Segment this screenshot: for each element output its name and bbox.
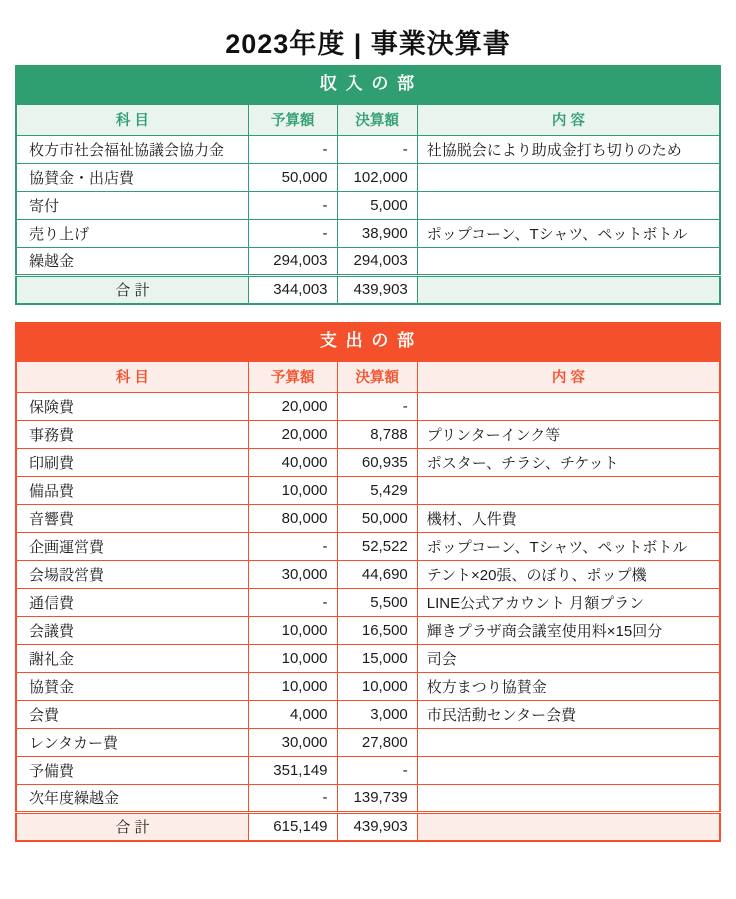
income-table-row [16, 247, 720, 275]
cell-budget: 10,000 [248, 616, 337, 644]
cell-actual: - [337, 756, 417, 784]
income-total-row [16, 275, 720, 304]
income-table-body [16, 135, 720, 275]
cell-actual: 5,429 [337, 476, 417, 504]
expense-table-row [16, 672, 720, 700]
expense-table-row [16, 700, 720, 728]
expense-table-row [16, 476, 720, 504]
expense-total-note [417, 812, 720, 841]
cell-actual: 15,000 [337, 644, 417, 672]
income-section [15, 65, 721, 305]
cell-budget: 10,000 [248, 476, 337, 504]
cell-actual: 44,690 [337, 560, 417, 588]
expense-section [15, 322, 721, 842]
cell-budget: - [248, 588, 337, 616]
expense-table-row [16, 392, 720, 420]
column-header-item: 科 目 [16, 104, 248, 135]
cell-note: ポスター、チラシ、チケット [417, 448, 720, 476]
cell-budget: 30,000 [248, 560, 337, 588]
cell-actual: 52,522 [337, 532, 417, 560]
expense-total-row [16, 812, 720, 841]
cell-budget: 80,000 [248, 504, 337, 532]
income-table-row [16, 219, 720, 247]
expense-table-row [16, 560, 720, 588]
cell-item: 企画運営費 [16, 532, 248, 560]
expense-section-header: 支 出 の 部 [15, 322, 721, 360]
income-table-row [16, 135, 720, 163]
cell-actual: 294,003 [337, 247, 417, 275]
income-table [15, 103, 721, 305]
expense-table-row [16, 420, 720, 448]
cell-note [417, 756, 720, 784]
cell-budget: 351,149 [248, 756, 337, 784]
expense-header-row [16, 361, 720, 392]
expense-table-row [16, 448, 720, 476]
cell-actual: - [337, 392, 417, 420]
cell-budget: 10,000 [248, 672, 337, 700]
cell-actual: 102,000 [337, 163, 417, 191]
cell-actual: 60,935 [337, 448, 417, 476]
page-title: 2023年度 | 事業決算書 [225, 29, 511, 59]
expense-total-actual: 439,903 [337, 812, 417, 841]
cell-actual: 3,000 [337, 700, 417, 728]
cell-note: 輝きプラザ商会議室使用料×15回分 [417, 616, 720, 644]
income-header-row [16, 104, 720, 135]
expense-table-row [16, 504, 720, 532]
income-total-label: 合 計 [16, 275, 248, 304]
document-body [15, 65, 721, 842]
expense-table-row [16, 532, 720, 560]
column-header-actual: 決算額 [337, 361, 417, 392]
cell-note: LINE公式アカウント 月額プラン [417, 588, 720, 616]
cell-budget: - [248, 219, 337, 247]
cell-item: 次年度繰越金 [16, 784, 248, 812]
cell-actual: 38,900 [337, 219, 417, 247]
cell-actual: 10,000 [337, 672, 417, 700]
cell-item: 会議費 [16, 616, 248, 644]
cell-item: 事務費 [16, 420, 248, 448]
expense-total-label: 合 計 [16, 812, 248, 841]
cell-item: 協賛金・出店費 [16, 163, 248, 191]
cell-note: 枚方まつり協賛金 [417, 672, 720, 700]
cell-item: 謝礼金 [16, 644, 248, 672]
column-header-actual: 決算額 [337, 104, 417, 135]
cell-note [417, 191, 720, 219]
income-total-budget: 344,003 [248, 275, 337, 304]
cell-note [417, 163, 720, 191]
income-section-header: 収 入 の 部 [15, 65, 721, 103]
cell-budget: - [248, 135, 337, 163]
cell-note [417, 392, 720, 420]
cell-item: レンタカー費 [16, 728, 248, 756]
expense-table-row [16, 728, 720, 756]
cell-item: 協賛金 [16, 672, 248, 700]
cell-item: 寄付 [16, 191, 248, 219]
column-header-item: 科 目 [16, 361, 248, 392]
cell-note: プリンターインク等 [417, 420, 720, 448]
cell-item: 音響費 [16, 504, 248, 532]
cell-actual: 139,739 [337, 784, 417, 812]
column-header-budget: 予算額 [248, 361, 337, 392]
cell-item: 通信費 [16, 588, 248, 616]
cell-item: 枚方市社会福祉協議会協力金 [16, 135, 248, 163]
expense-total-budget: 615,149 [248, 812, 337, 841]
cell-item: 備品費 [16, 476, 248, 504]
cell-note [417, 247, 720, 275]
cell-item: 印刷費 [16, 448, 248, 476]
expense-table [15, 360, 721, 842]
cell-actual: - [337, 135, 417, 163]
column-header-note: 内 容 [417, 104, 720, 135]
cell-note: 社協脱会により助成金打ち切りのため [417, 135, 720, 163]
income-total-note [417, 275, 720, 304]
cell-item: 予備費 [16, 756, 248, 784]
cell-budget: - [248, 191, 337, 219]
expense-table-row [16, 756, 720, 784]
cell-budget: 50,000 [248, 163, 337, 191]
expense-table-body [16, 392, 720, 812]
expense-table-row [16, 644, 720, 672]
cell-note: 機材、人件費 [417, 504, 720, 532]
cell-note [417, 728, 720, 756]
cell-actual: 5,500 [337, 588, 417, 616]
cell-budget: 30,000 [248, 728, 337, 756]
cell-budget: 20,000 [248, 392, 337, 420]
cell-budget: - [248, 532, 337, 560]
cell-actual: 8,788 [337, 420, 417, 448]
income-total-actual: 439,903 [337, 275, 417, 304]
column-header-note: 内 容 [417, 361, 720, 392]
cell-actual: 50,000 [337, 504, 417, 532]
cell-note: ポップコーン、Tシャツ、ペットボトル [417, 219, 720, 247]
cell-item: 会費 [16, 700, 248, 728]
cell-item: 会場設営費 [16, 560, 248, 588]
income-table-row [16, 191, 720, 219]
cell-budget: 4,000 [248, 700, 337, 728]
expense-table-row [16, 616, 720, 644]
cell-budget: 40,000 [248, 448, 337, 476]
cell-actual: 27,800 [337, 728, 417, 756]
cell-budget: - [248, 784, 337, 812]
expense-table-row [16, 588, 720, 616]
income-table-row [16, 163, 720, 191]
cell-item: 保険費 [16, 392, 248, 420]
cell-note [417, 476, 720, 504]
cell-actual: 5,000 [337, 191, 417, 219]
column-header-budget: 予算額 [248, 104, 337, 135]
expense-table-row [16, 784, 720, 812]
cell-note [417, 784, 720, 812]
cell-actual: 16,500 [337, 616, 417, 644]
cell-budget: 294,003 [248, 247, 337, 275]
cell-item: 売り上げ [16, 219, 248, 247]
cell-note: 司会 [417, 644, 720, 672]
cell-budget: 20,000 [248, 420, 337, 448]
cell-note: ポップコーン、Tシャツ、ペットボトル [417, 532, 720, 560]
cell-note: テント×20張、のぼり、ポップ機 [417, 560, 720, 588]
cell-note: 市民活動センター会費 [417, 700, 720, 728]
cell-item: 繰越金 [16, 247, 248, 275]
cell-budget: 10,000 [248, 644, 337, 672]
